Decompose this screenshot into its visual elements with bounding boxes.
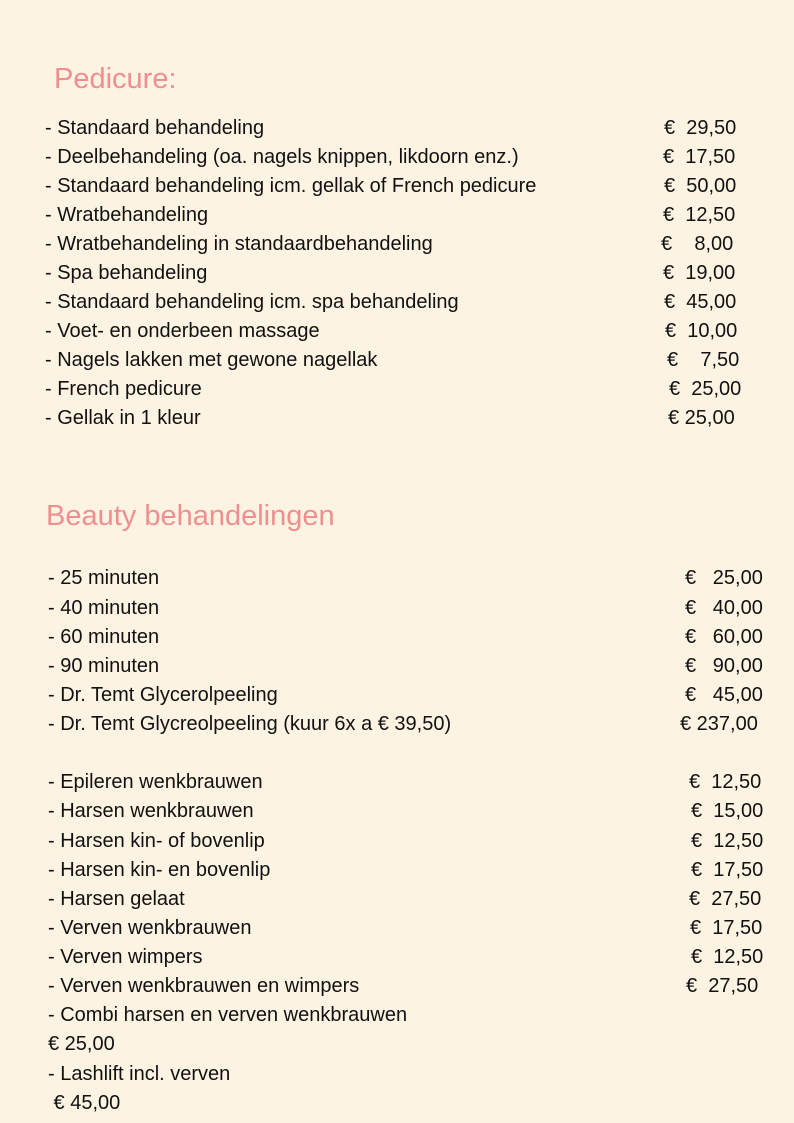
price-row bbox=[0, 797, 794, 826]
price-row bbox=[0, 623, 794, 652]
price-row bbox=[0, 856, 794, 885]
treatment-label: - Nagels lakken met gewone nagellak bbox=[45, 349, 378, 371]
price-row bbox=[0, 564, 794, 593]
treatment-label: - Spa behandeling bbox=[45, 262, 208, 284]
treatment-label: - Dr. Temt Glycerolpeeling bbox=[48, 684, 278, 706]
treatment-price: € 25,00 bbox=[685, 567, 763, 589]
treatment-price: € 7,50 bbox=[667, 349, 740, 371]
treatment-price: € 50,00 bbox=[664, 175, 737, 197]
treatment-price: € 12,50 bbox=[689, 771, 762, 793]
price-row bbox=[0, 681, 794, 710]
treatment-price: € 60,00 bbox=[685, 626, 763, 648]
treatment-label: - Standaard behandeling icm. spa behandeling bbox=[45, 291, 459, 313]
treatment-price: € 237,00 bbox=[680, 713, 758, 735]
treatment-price: € 90,00 bbox=[685, 655, 763, 677]
price-row bbox=[0, 172, 794, 201]
treatment-price: € 45,00 bbox=[48, 1092, 121, 1114]
treatment-label: - Verven wenkbrauwen bbox=[48, 917, 252, 939]
treatment-price: € 29,50 bbox=[664, 117, 737, 139]
treatment-price: € 17,50 bbox=[691, 859, 764, 881]
treatment-label: - Gellak in 1 kleur bbox=[45, 407, 201, 429]
treatment-label: - Epileren wenkbrauwen bbox=[48, 771, 263, 793]
treatment-label: - Deelbehandeling (oa. nagels knippen, likdoorn enz.) bbox=[45, 146, 519, 168]
treatment-price: € 27,50 bbox=[686, 975, 759, 997]
price-row bbox=[0, 346, 794, 375]
beauty-heading: Beauty behandelingen bbox=[46, 500, 335, 532]
price-row bbox=[0, 114, 794, 143]
price-row bbox=[0, 594, 794, 623]
price-row bbox=[0, 972, 794, 1001]
treatment-price: € 17,50 bbox=[690, 917, 763, 939]
treatment-label: - 60 minuten bbox=[48, 626, 160, 648]
treatment-label: - Wratbehandeling in standaardbehandeling bbox=[45, 233, 433, 255]
treatment-label: - Dr. Temt Glycreolpeeling (kuur 6x a € 39,50) bbox=[48, 713, 452, 735]
treatment-price: € 12,50 bbox=[691, 946, 764, 968]
treatment-label: - Lashlift incl. verven bbox=[48, 1063, 231, 1085]
treatment-label: - French pedicure bbox=[45, 378, 202, 400]
treatment-price: € 25,00 bbox=[668, 407, 735, 429]
treatment-price: € 45,00 bbox=[664, 291, 737, 313]
treatment-price: € 8,00 bbox=[661, 233, 734, 255]
price-row bbox=[0, 827, 794, 856]
treatment-price: € 15,00 bbox=[691, 800, 764, 822]
treatment-label: - 40 minuten bbox=[48, 597, 160, 619]
treatment-label: - 90 minuten bbox=[48, 655, 160, 677]
treatment-label: - Combi harsen en verven wenkbrauwen bbox=[48, 1004, 408, 1026]
price-row bbox=[0, 288, 794, 317]
price-row bbox=[0, 652, 794, 681]
treatment-label: - Voet- en onderbeen massage bbox=[45, 320, 320, 342]
treatment-label: - Standaard behandeling bbox=[45, 117, 265, 139]
price-row bbox=[0, 914, 794, 943]
price-row bbox=[0, 375, 794, 404]
treatment-price: € 25,00 bbox=[48, 1033, 115, 1055]
price-row bbox=[0, 768, 794, 797]
pedicure-heading: Pedicure: bbox=[54, 63, 177, 95]
price-row bbox=[0, 201, 794, 230]
treatment-label: - Harsen kin- en bovenlip bbox=[48, 859, 271, 881]
treatment-label: - Standaard behandeling icm. gellak of French pedicure bbox=[45, 175, 537, 197]
treatment-price: € 10,00 bbox=[665, 320, 738, 342]
treatment-label: - Verven wimpers bbox=[48, 946, 203, 968]
treatment-price: € 45,00 bbox=[685, 684, 763, 706]
price-row bbox=[0, 259, 794, 288]
price-row bbox=[0, 230, 794, 259]
treatment-label: - Harsen wenkbrauwen bbox=[48, 800, 254, 822]
price-row bbox=[0, 943, 794, 972]
treatment-price: € 40,00 bbox=[685, 597, 763, 619]
treatment-price: € 17,50 bbox=[663, 146, 736, 168]
treatment-price: € 25,00 bbox=[669, 378, 742, 400]
price-row bbox=[0, 710, 794, 739]
treatment-price: € 27,50 bbox=[689, 888, 762, 910]
treatment-label: - Harsen kin- of bovenlip bbox=[48, 830, 265, 852]
treatment-label: - Wratbehandeling bbox=[45, 204, 209, 226]
price-row bbox=[0, 143, 794, 172]
treatment-label: - Harsen gelaat bbox=[48, 888, 185, 910]
treatment-label: - 25 minuten bbox=[48, 567, 160, 589]
treatment-price: € 12,50 bbox=[663, 204, 736, 226]
price-row bbox=[0, 885, 794, 914]
treatment-price: € 12,50 bbox=[691, 830, 764, 852]
treatment-label: - Verven wenkbrauwen en wimpers bbox=[48, 975, 360, 997]
price-row bbox=[0, 404, 794, 433]
treatment-price: € 19,00 bbox=[663, 262, 736, 284]
price-row bbox=[0, 317, 794, 346]
